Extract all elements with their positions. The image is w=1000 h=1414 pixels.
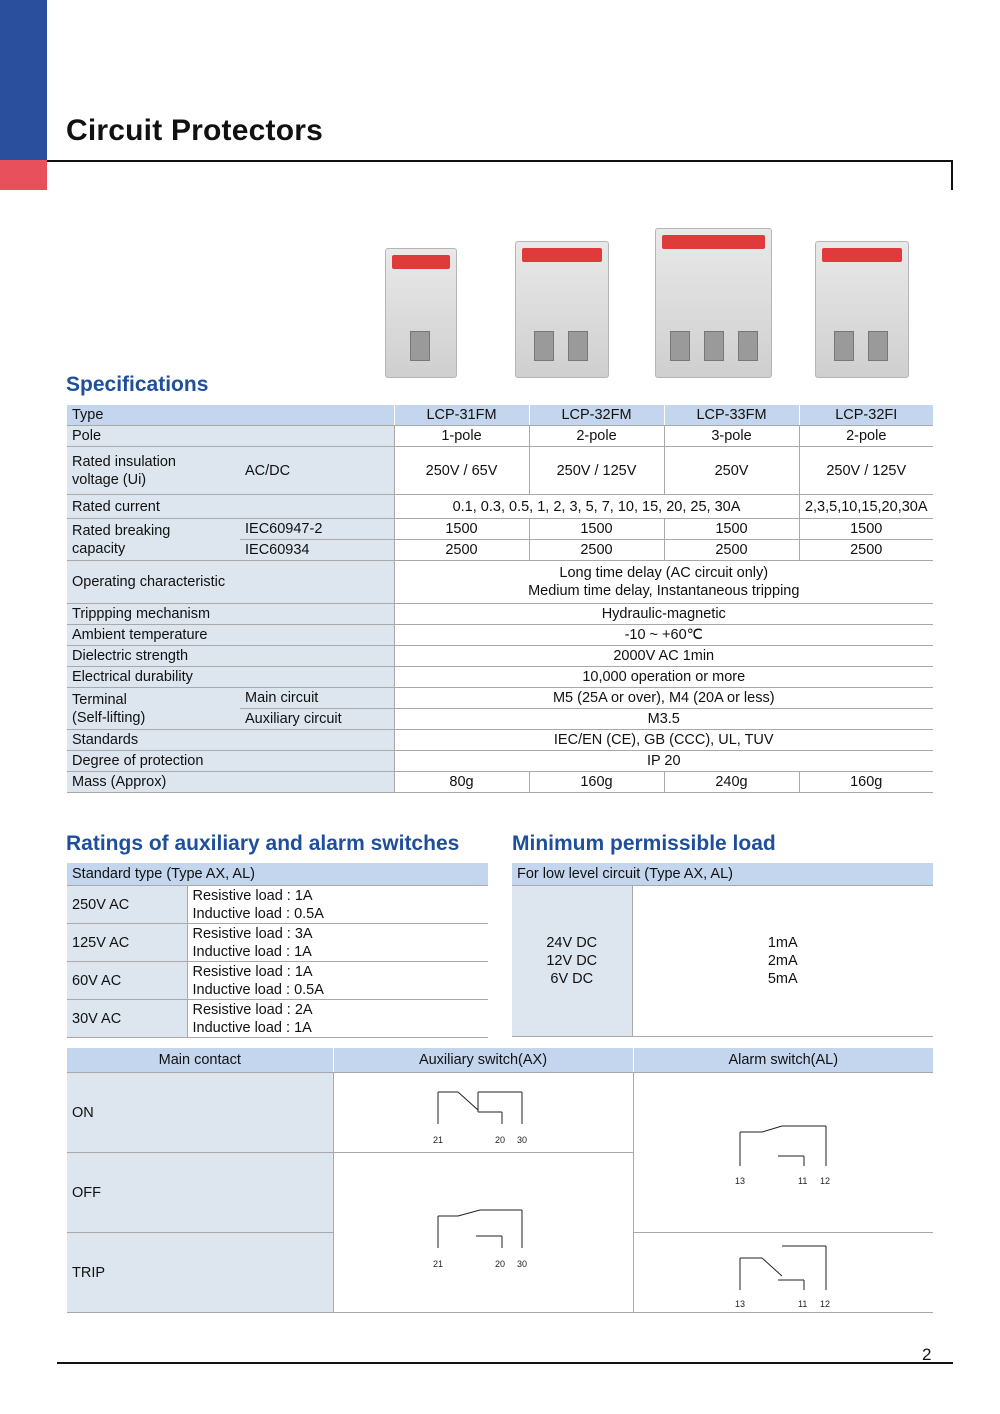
spec-label-protection: Degree of protection xyxy=(67,751,394,772)
footer-rule xyxy=(57,1362,953,1364)
state-on: ON xyxy=(67,1073,333,1153)
min-load-title: Minimum permissible load xyxy=(512,832,776,855)
spec-label-type: Type xyxy=(67,405,394,426)
title-rule-tick xyxy=(951,160,953,190)
header-main-contact: Main contact xyxy=(67,1048,333,1073)
spec-line: Medium time delay, Instantaneous tripping xyxy=(528,583,800,599)
spec-cell: 250V / 65V xyxy=(394,447,529,495)
min-load-header-row xyxy=(512,863,933,886)
ratings-header: Standard type (Type AX, AL) xyxy=(67,863,488,886)
spec-cell: 1500 xyxy=(664,519,799,540)
spec-sub-iec60947: IEC60947-2 xyxy=(240,519,394,540)
ax-off-trip-contact-diagram xyxy=(430,1208,540,1270)
side-tab-blue xyxy=(0,0,47,160)
terminal-label: 30 xyxy=(517,1135,528,1145)
terminal-label: 20 xyxy=(495,1135,506,1145)
rating-voltage: 250V AC xyxy=(67,886,187,924)
spec-sub-aux-circuit: Auxiliary circuit xyxy=(240,709,394,730)
load-line: Resistive load : 3A xyxy=(192,925,313,942)
spec-row-current xyxy=(67,495,933,519)
current-line: 5mA xyxy=(767,971,798,987)
spec-row-standards xyxy=(67,730,933,751)
label-line: Rated insulation xyxy=(72,453,176,470)
min-load-currents xyxy=(632,886,933,1037)
terminal-label: 30 xyxy=(517,1259,528,1269)
spec-cell: 250V / 125V xyxy=(529,447,664,495)
spec-cell: 2000V AC 1min xyxy=(394,646,933,667)
spec-row-protection xyxy=(67,751,933,772)
header-aux-switch: Auxiliary switch(AX) xyxy=(333,1048,633,1073)
spec-cell: 1-pole xyxy=(394,426,529,447)
diagram-contact-arm xyxy=(458,1092,478,1110)
spec-row-ambient xyxy=(67,625,933,646)
spec-row-operating xyxy=(67,561,933,604)
rating-loads xyxy=(187,962,488,1000)
spec-row-terminal-main xyxy=(67,688,933,709)
page-title: Circuit Protectors xyxy=(66,114,323,147)
spec-label-operating: Operating characteristic xyxy=(67,561,394,604)
spec-cell: IP 20 xyxy=(394,751,933,772)
spec-label-current: Rated current xyxy=(67,495,394,519)
terminal-label: 21 xyxy=(433,1259,444,1269)
voltage-line: 24V DC xyxy=(546,935,598,951)
spec-cell: 250V / 125V xyxy=(799,447,933,495)
spec-cell: 0.1, 0.3, 0.5, 1, 2, 3, 5, 7, 10, 15, 20, 25, 30A xyxy=(394,495,799,519)
product-lcp-32fm xyxy=(515,241,609,378)
diagram-contact-arm xyxy=(762,1258,782,1276)
spec-row-durability xyxy=(67,667,933,688)
rating-loads xyxy=(187,886,488,924)
spec-cell: 2-pole xyxy=(529,426,664,447)
spec-label-mass: Mass (Approx) xyxy=(67,772,394,793)
spec-cell: 80g xyxy=(394,772,529,793)
spec-cell: 2,3,5,10,15,20,30A xyxy=(799,495,933,519)
current-line: 1mA xyxy=(767,935,798,951)
load-line: Inductive load : 0.5A xyxy=(192,905,324,922)
contact-header-row xyxy=(67,1048,933,1073)
min-load-table xyxy=(512,863,933,1037)
diagram-contact-arm xyxy=(762,1126,782,1132)
spec-sub-iec60934: IEC60934 xyxy=(240,540,394,561)
spec-label-durability: Electrical durability xyxy=(67,667,394,688)
terminal-label: 11 xyxy=(798,1299,808,1309)
title-rule xyxy=(47,160,953,162)
product-lcp-31fm xyxy=(385,248,457,378)
load-line: Resistive load : 1A xyxy=(192,963,313,980)
spec-row-mass xyxy=(67,772,933,793)
spec-cell: Hydraulic-magnetic xyxy=(394,604,933,625)
ax-on-contact-diagram xyxy=(430,1088,540,1148)
spec-cell: 250V xyxy=(664,447,799,495)
spec-cell: 1500 xyxy=(799,519,933,540)
label-line: (Self-lifting) xyxy=(72,709,146,726)
spec-cell: -10 ~ +60℃ xyxy=(394,625,933,646)
product-lcp-32fi xyxy=(815,241,909,378)
spec-cell: IEC/EN (CE), GB (CCC), UL, TUV xyxy=(394,730,933,751)
table-row xyxy=(512,886,933,1037)
load-line: Resistive load : 2A xyxy=(192,1001,313,1018)
min-load-header: For low level circuit (Type AX, AL) xyxy=(512,863,933,886)
spec-sub-acdc: AC/DC xyxy=(240,447,394,495)
terminal-label: 12 xyxy=(820,1299,831,1309)
spec-cell: 2500 xyxy=(394,540,529,561)
spec-cell: M3.5 xyxy=(394,709,933,730)
spec-label-tripping: Trippping mechanism xyxy=(67,604,394,625)
load-line: Resistive load : 1A xyxy=(192,887,313,904)
spec-cell: 3-pole xyxy=(664,426,799,447)
header-alarm-switch: Alarm switch(AL) xyxy=(633,1048,933,1073)
state-off: OFF xyxy=(67,1153,333,1233)
terminal-label: 13 xyxy=(735,1176,746,1186)
spec-cell: 2500 xyxy=(799,540,933,561)
current-line: 2mA xyxy=(767,953,798,969)
label-line: voltage (Ui) xyxy=(72,471,147,488)
terminal-label: 13 xyxy=(735,1299,746,1309)
table-row xyxy=(67,1000,488,1038)
load-line: Inductive load : 0.5A xyxy=(192,981,324,998)
spec-row-breaking-1 xyxy=(67,519,933,540)
ratings-title: Ratings of auxiliary and alarm switches xyxy=(66,832,460,855)
spec-cell: 2500 xyxy=(664,540,799,561)
spec-cell: M5 (25A or over), M4 (20A or less) xyxy=(394,688,933,709)
load-line: Inductive load : 1A xyxy=(192,943,312,960)
spec-cell xyxy=(394,561,933,604)
terminal-label: 11 xyxy=(798,1176,808,1186)
terminal-label: 12 xyxy=(820,1176,831,1186)
model-lcp-33fm: LCP-33FM xyxy=(664,405,799,426)
spec-label-pole: Pole xyxy=(67,426,394,447)
spec-cell: 10,000 operation or more xyxy=(394,667,933,688)
side-tab-red xyxy=(0,160,47,190)
rating-voltage: 60V AC xyxy=(67,962,187,1000)
spec-cell: 160g xyxy=(799,772,933,793)
spec-row-insulation xyxy=(67,447,933,495)
al-on-off-contact-diagram xyxy=(732,1116,842,1188)
product-lcp-33fm xyxy=(655,228,772,378)
terminal-label: 21 xyxy=(433,1135,444,1145)
spec-row-pole xyxy=(67,426,933,447)
spec-cell: 1500 xyxy=(529,519,664,540)
model-lcp-32fm: LCP-32FM xyxy=(529,405,664,426)
spec-label-terminal xyxy=(67,688,240,730)
spec-row-type xyxy=(67,405,933,426)
spec-label-breaking xyxy=(67,519,240,561)
spec-cell: 160g xyxy=(529,772,664,793)
spec-label-ambient: Ambient temperature xyxy=(67,625,394,646)
min-load-voltages xyxy=(512,886,632,1037)
label-line: Terminal xyxy=(72,691,127,708)
spec-cell: 240g xyxy=(664,772,799,793)
label-line: Rated breaking xyxy=(72,522,171,539)
spec-label-insulation xyxy=(67,447,240,495)
spec-row-dielectric xyxy=(67,646,933,667)
table-row xyxy=(67,924,488,962)
specifications-title: Specifications xyxy=(66,373,209,396)
model-lcp-32fi: LCP-32FI xyxy=(799,405,933,426)
spec-label-standards: Standards xyxy=(67,730,394,751)
spec-cell: 1500 xyxy=(394,519,529,540)
specifications-table xyxy=(67,405,933,793)
page-number: 2 xyxy=(922,1345,932,1364)
ratings-header-row xyxy=(67,863,488,886)
ratings-table xyxy=(67,863,488,1038)
table-row xyxy=(67,962,488,1000)
al-trip-contact-diagram xyxy=(732,1240,842,1310)
table-row xyxy=(67,886,488,924)
product-photos xyxy=(375,228,923,378)
spec-row-tripping xyxy=(67,604,933,625)
load-line: Inductive load : 1A xyxy=(192,1019,312,1036)
voltage-line: 12V DC xyxy=(546,953,598,969)
spec-sub-main-circuit: Main circuit xyxy=(240,688,394,709)
terminal-label: 20 xyxy=(495,1259,506,1269)
state-trip: TRIP xyxy=(67,1233,333,1313)
spec-label-dielectric: Dielectric strength xyxy=(67,646,394,667)
rating-voltage: 125V AC xyxy=(67,924,187,962)
spec-cell: 2-pole xyxy=(799,426,933,447)
rating-voltage: 30V AC xyxy=(67,1000,187,1038)
spec-line: Long time delay (AC circuit only) xyxy=(559,565,769,581)
model-lcp-31fm: LCP-31FM xyxy=(394,405,529,426)
diagram-contact-arm xyxy=(458,1210,480,1216)
label-line: capacity xyxy=(72,540,126,557)
rating-loads xyxy=(187,924,488,962)
voltage-line: 6V DC xyxy=(550,971,594,987)
rating-loads xyxy=(187,1000,488,1038)
spec-cell: 2500 xyxy=(529,540,664,561)
